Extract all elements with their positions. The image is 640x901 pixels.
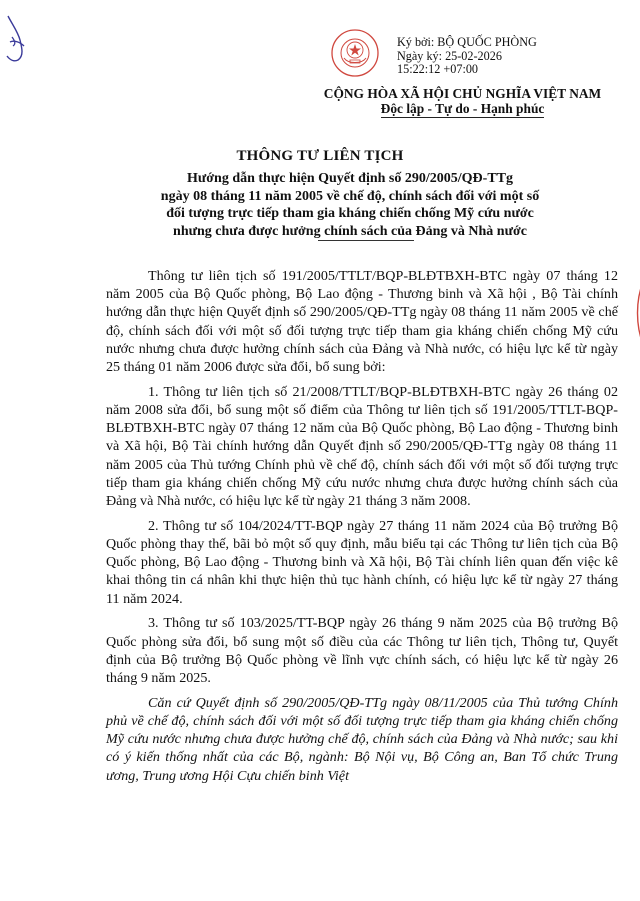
national-header: CỘNG HÒA XÃ HỘI CHỦ NGHĨA VIỆT NAM xyxy=(323,86,602,101)
title-line: Hướng dẫn thực hiện Quyết định số 290/2005/QĐ-TTg xyxy=(186,171,513,186)
document-type: THÔNG TƯ LIÊN TỊCH xyxy=(236,148,404,164)
amendment-item-3: 3. Thông tư số 103/2025/TT-BQP ngày 26 tháng 9 năm 2025 của Bộ trưởng Bộ Quốc phòng sửa đổi, bổ sung một số điều của các Thông tư liên tịch, Thông tư, Quyết định của Bộ trưởng Bộ Quốc phòng về lĩnh vực chính sách, có hiệu lực kể từ ngày 26 tháng 9 năm 2025. xyxy=(106,615,618,687)
red-seal-edge-icon xyxy=(620,258,640,368)
sign-time: 15:22:12 +07:00 xyxy=(397,62,479,76)
title-divider xyxy=(318,240,414,241)
amendment-item-1: 1. Thông tư liên tịch số 21/2008/TTLT/BQP-BLĐTBXH-BTC ngày 26 tháng 02 năm 2008 sửa đổi, bổ sung một số điểm của Thông tư liên tịch số 191/2005/TTLT-BQP-BLĐTBXH-BTC ngày 07 tháng 12 năm của Bộ Quốc phòng, Bộ Lao động - Thương binh và Xã hội, Bộ Tài chính hướng dẫn Quyết định số 290/2005/QĐ-TTg ngày 08 tháng 11 năm 2005 của Thủ tướng Chính phủ về chế độ, chính sách đối với một số đối tượng trực tiếp tham gia kháng chiến chống Mỹ cứu nước nhưng chưa được hưởng chính sách của Đảng và Nhà nước, có hiệu lực kể từ ngày 21 tháng 3 năm 2008. xyxy=(106,383,618,510)
document-title xyxy=(100,170,600,240)
legal-basis-paragraph: Căn cứ Quyết định số 290/2005/QĐ-TTg ngày 08/11/2005 của Thủ tướng Chính phủ về chế độ, chính sách đối với một số đối tượng trực tiếp tham gia kháng chiến chống Mỹ cứu nước nhưng chưa được hưởng chế độ, chính sách của Đảng và Nhà nước; sau khi có ý kiến thống nhất của các Bộ, ngành: Bộ Nội vụ, Bộ Công an, Ban Tổ chức Trung ương, Trung ương Hội Cựu chiến binh Việt xyxy=(106,694,618,784)
national-motto xyxy=(285,101,640,117)
intro-paragraph: Thông tư liên tịch số 191/2005/TTLT/BQP-BLĐTBXH-BTC ngày 07 tháng 12 năm 2005 của Bộ Quốc phòng, Bộ Lao động - Thương binh và Xã hội , Bộ Tài chính hướng dẫn thực hiện Quyết định số 290/2005/QĐ-TTg ngày 08 tháng 11 năm 2005 về chế độ, chính sách đối với một số đối tượng trực tiếp tham gia kháng chiến chống Mỹ cứu nước nhưng chưa được hưởng chính sách của Đảng và Nhà nước, có hiệu lực kể từ ngày 25 tháng 01 năm 2006 được sửa đổi, bổ sung bởi: xyxy=(106,268,618,376)
document-body xyxy=(106,267,618,791)
handwritten-initial-icon xyxy=(4,10,34,65)
amendment-item-2: 2. Thông tư số 104/2024/TT-BQP ngày 27 tháng 11 năm 2024 của Bộ trưởng Bộ Quốc phòng thay thế, bãi bỏ một số quy định, mẫu biểu tại các Thông tư liên tịch của Bộ Quốc phòng, Bộ Lao động - Thương binh và Xã hội, Bộ Tài chính liên quan đến việc kê khai thông tin cá nhân khi thực hiện thủ tục hành chính, có hiệu lực kể từ ngày 27 tháng 11 năm 2024. xyxy=(106,517,618,607)
sign-date: Ngày ký: 25-02-2026 xyxy=(397,48,502,63)
title-line: nhưng chưa được hưởng chính sách của Đảng và Nhà nước xyxy=(173,223,527,239)
motto-text: Độc lập - Tự do - Hạnh phúc xyxy=(380,101,545,116)
signed-by: Ký bởi: BỘ QUỐC PHÒNG xyxy=(397,35,537,49)
digital-signature-info xyxy=(397,36,537,77)
national-emblem-stamp-icon xyxy=(330,28,380,78)
title-line: đối tượng trực tiếp tham gia kháng chiến chống Mỹ cứu nước xyxy=(166,206,534,222)
title-line: ngày 08 tháng 11 năm 2005 về chế độ, chính sách đối với một số xyxy=(160,188,540,204)
